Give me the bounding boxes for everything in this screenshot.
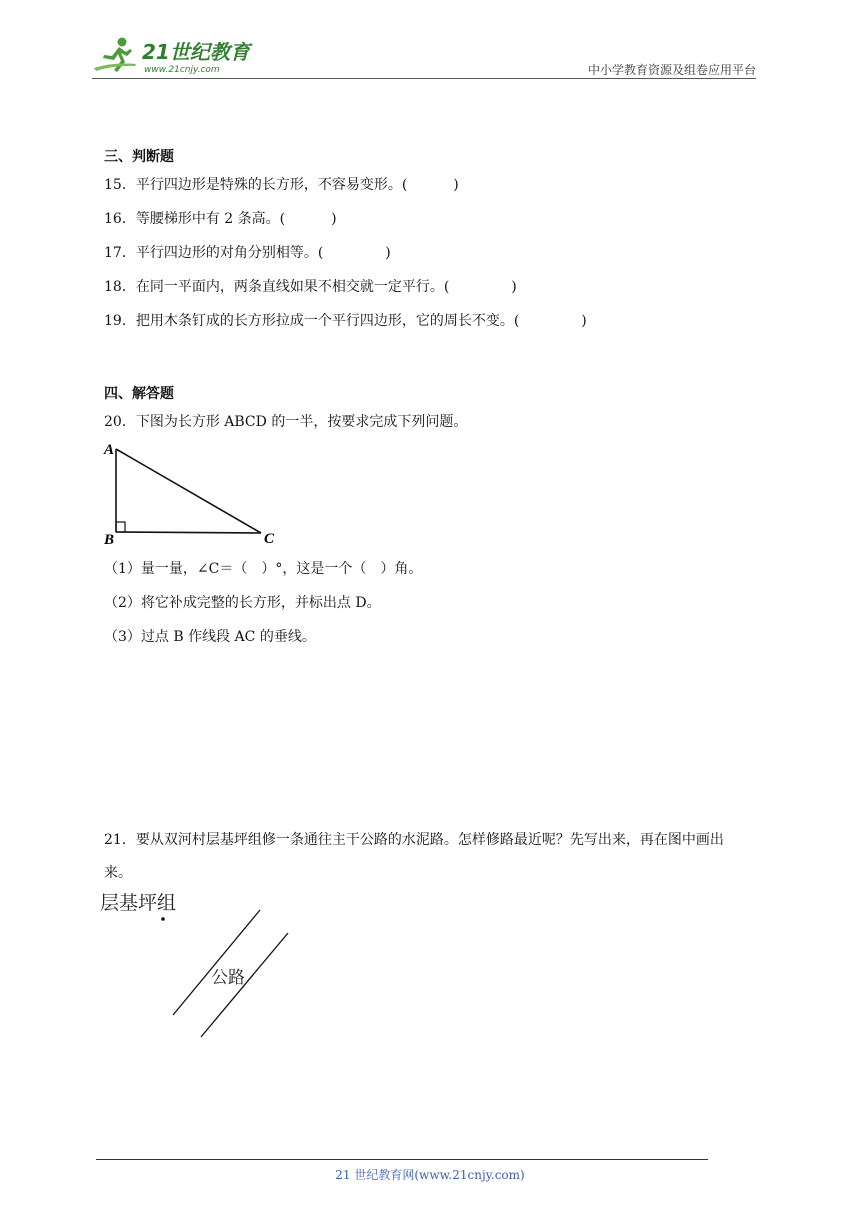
road-label: 公路: [211, 968, 245, 988]
question-17: [104, 242, 391, 262]
q20-part-1: （1）量一量，∠C＝（ ）°，这是一个（ ）角。: [104, 561, 423, 577]
label-b: B: [104, 532, 115, 548]
question-21: [104, 829, 724, 849]
question-number: 16．: [104, 211, 136, 227]
question-text: 平行四边形的对角分别相等。(: [135, 245, 324, 261]
village-point: [161, 917, 165, 921]
runner-icon: [94, 38, 136, 73]
question-number: 18．: [104, 279, 136, 295]
question-text: 要从双河村层基坪组修一条通往主干公路的水泥路。怎样修路最近呢？先写出来，再在图中画出: [135, 832, 724, 848]
triangle-figure: [100, 438, 290, 550]
road-figure: [96, 885, 316, 1045]
village-label: 层基坪组: [100, 892, 177, 914]
question-19: [104, 310, 587, 330]
question-text: 在同一平面内，两条直线如果不相交就一定平行。(: [135, 279, 450, 295]
answer-bracket-close: ): [511, 279, 517, 295]
footer-divider: [96, 1159, 708, 1160]
question-text: 下图为长方形 ABCD 的一半，按要求完成下列问题。: [135, 414, 468, 430]
answer-bracket-close: ): [331, 211, 337, 227]
logo-text: 21世纪教育: [142, 40, 250, 64]
site-logo: [92, 34, 262, 78]
road-edge-upper: [173, 910, 260, 1015]
site-name: 中小学教育资源及组卷应用平台: [587, 63, 756, 77]
label-c: C: [264, 531, 275, 547]
answer-bracket-close: ): [581, 313, 587, 329]
question-18: [104, 276, 517, 296]
question-number: 15．: [104, 177, 136, 193]
side-ac: [116, 449, 261, 533]
question-text: 平行四边形是特殊的长方形，不容易变形。(: [135, 177, 408, 193]
footer-text[interactable]: 21 世纪教育网(www.21cnjy.com): [335, 1168, 525, 1182]
header-divider: [92, 78, 756, 79]
logo-url: www.21cnjy.com: [144, 65, 220, 75]
question-number: 19．: [104, 313, 136, 329]
q20-part-3: （3）过点 B 作线段 AC 的垂线。: [104, 629, 316, 645]
question-21-line2: 来。: [104, 865, 132, 881]
question-number: 21．: [104, 832, 136, 848]
question-text: 等腰梯形中有 2 条高。(: [135, 211, 286, 227]
question-20: [104, 411, 467, 431]
answer-bracket-close: ): [385, 245, 391, 261]
section-title-solve: 四、解答题: [104, 386, 174, 402]
label-a: A: [104, 442, 115, 458]
question-number: 17．: [104, 245, 136, 261]
section-title-judgement: 三、判断题: [104, 149, 174, 165]
question-15: [104, 174, 459, 194]
right-angle-mark: [116, 522, 125, 532]
question-text: 把用木条钉成的长方形拉成一个平行四边形，它的周长不变。(: [135, 313, 520, 329]
q20-part-2: （2）将它补成完整的长方形，并标出点 D。: [104, 595, 381, 611]
answer-bracket-close: ): [453, 177, 459, 193]
question-16: [104, 208, 337, 228]
side-bc: [116, 532, 261, 533]
question-number: 20．: [104, 414, 136, 430]
